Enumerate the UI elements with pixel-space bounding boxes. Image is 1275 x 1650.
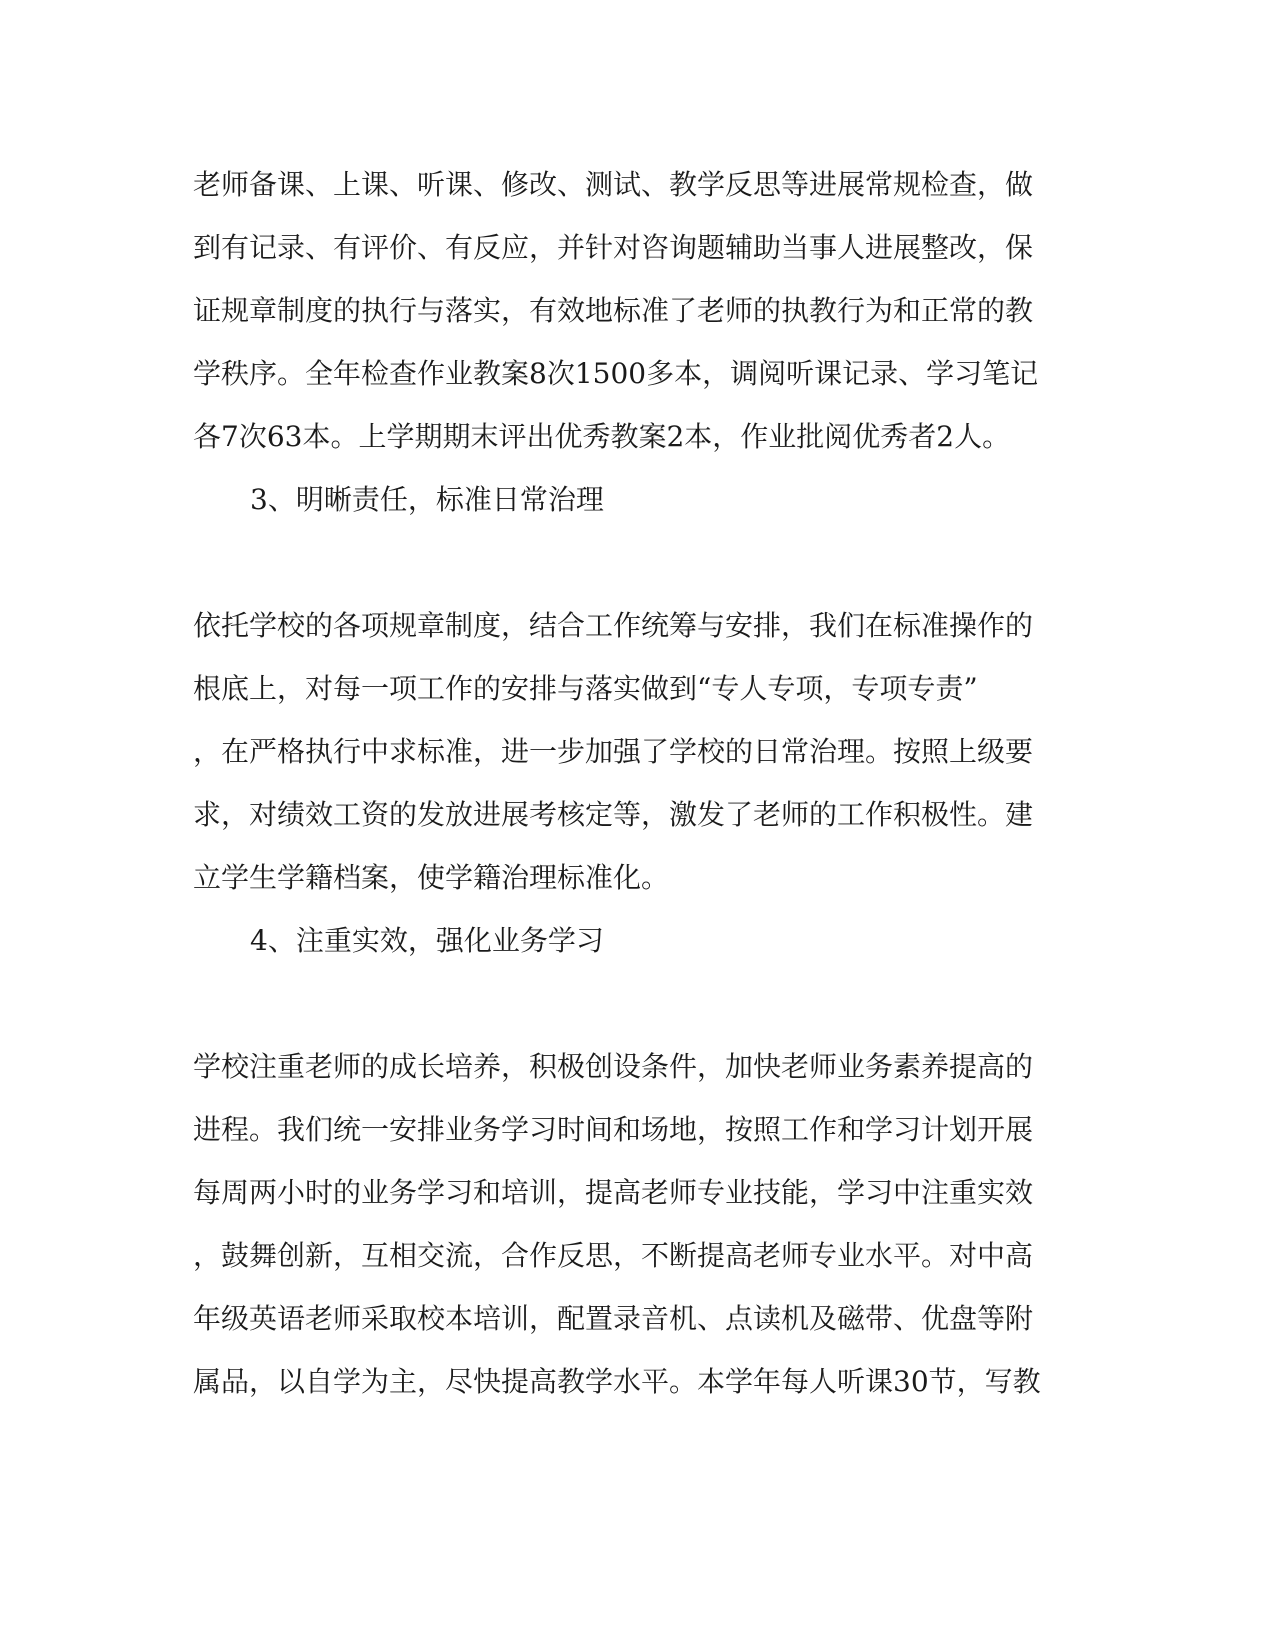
paragraph-line: 根底上，对每一项工作的安排与落实做到“专人专项，专项专责”	[193, 672, 978, 705]
paragraph-line: 进程。我们统一安排业务学习时间和场地，按照工作和学习计划开展	[193, 1113, 1034, 1146]
paragraph-line: 年级英语老师采取校本培训，配置录音机、点读机及磁带、优盘等附	[193, 1302, 1034, 1335]
paragraph-line: 每周两小时的业务学习和培训，提高老师专业技能，学习中注重实效	[193, 1176, 1034, 1209]
paragraph-line: 学校注重老师的成长培养，积极创设条件，加快老师业务素养提高的	[193, 1050, 1034, 1083]
section-heading: 3、明晰责任，标准日常治理	[250, 483, 604, 516]
paragraph-line: 依托学校的各项规章制度，结合工作统筹与安排，我们在标准操作的	[193, 609, 1034, 642]
paragraph-line: ，鼓舞创新，互相交流，合作反思，不断提高老师专业水平。对中高	[193, 1239, 1034, 1272]
paragraph-line: 属品，以自学为主，尽快提高教学水平。本学年每人听课30节，写教	[193, 1365, 1041, 1398]
paragraph-line: 到有记录、有评价、有反应，并针对咨询题辅助当事人进展整改，保	[193, 231, 1034, 264]
paragraph-line: 学秩序。全年检查作业教案8次1500多本，调阅听课记录、学习笔记	[193, 357, 1039, 390]
paragraph-line: 立学生学籍档案，使学籍治理标准化。	[193, 861, 670, 894]
section-heading: 4、注重实效，强化业务学习	[250, 924, 604, 957]
paragraph-line: 求，对绩效工资的发放进展考核定等，激发了老师的工作积极性。建	[193, 798, 1034, 831]
paragraph-line: 老师备课、上课、听课、修改、测试、教学反思等进展常规检查，做	[193, 168, 1034, 201]
paragraph-line: 证规章制度的执行与落实，有效地标准了老师的执教行为和正常的教	[193, 294, 1034, 327]
paragraph-line: ，在严格执行中求标准，进一步加强了学校的日常治理。按照上级要	[193, 735, 1034, 768]
paragraph-line: 各7次63本。上学期期末评出优秀教案2本，作业批阅优秀者2人。	[193, 420, 1011, 453]
